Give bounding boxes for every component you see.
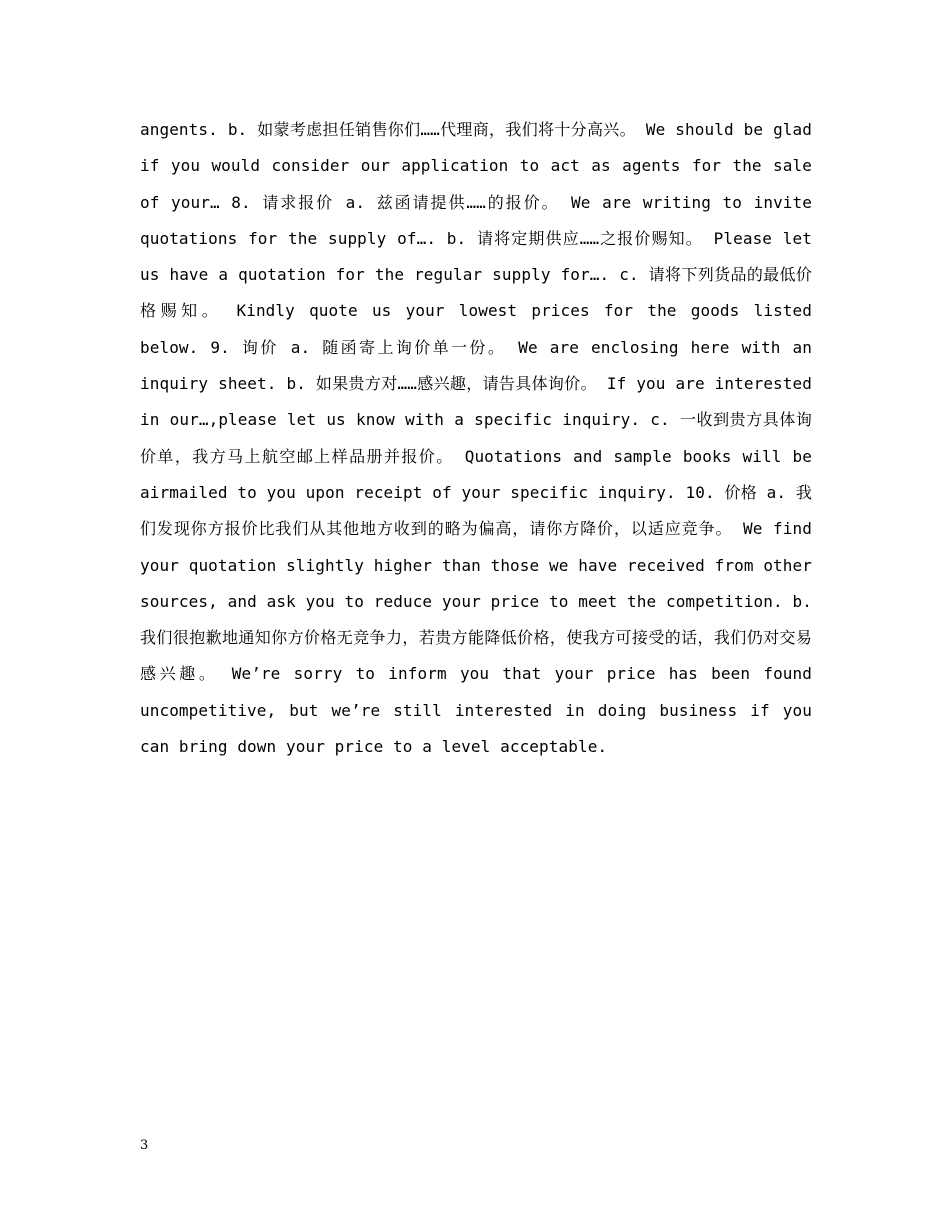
body-paragraph: angents. b. 如蒙考虑担任销售你们……代理商，我们将十分高兴。 We should be glad if you would consider our application to act as agents for the sale of your… 8. 请求报价 a. 兹函请提供……的报价。 We are writing to invite quotations for the supply of…. b. 请将定期供应……之报价赐知。 Please let us have a quotation for the regular supply for…. c. 请将下列货品的最低价格赐知。 Kindly quote us your lowest prices for the goods listed below. 9. 询价 a. 随函寄上询价单一份。 We are enclosing here with an inquiry sheet. b. 如果贵方对……感兴趣，请告具体询价。 If you are interested in our…,please let us know with a specific inquiry. c. 一收到贵方具体询价单，我方马上航空邮上样品册并报价。 Quotations and sample books will be airmailed to you upon receipt of your specific inquiry. 10. 价格 a. 我们发现你方报价比我们从其他地方收到的略为偏高，请你方降价，以适应竞争。 We find your quotation slightly higher than those we have received from other sources, and ask you to reduce your price to meet the competition. b. 我们很抱歉地通知你方价格无竞争力，若贵方能降低价格，使我方可接受的话，我们仍对交易感兴趣。 We’re sorry to inform you that your price has been found uncompetitive, but we’re still interested in doing business if you can bring down your price to a level acceptable. — [140, 120, 812, 757]
page-number: 3 — [140, 1138, 149, 1153]
